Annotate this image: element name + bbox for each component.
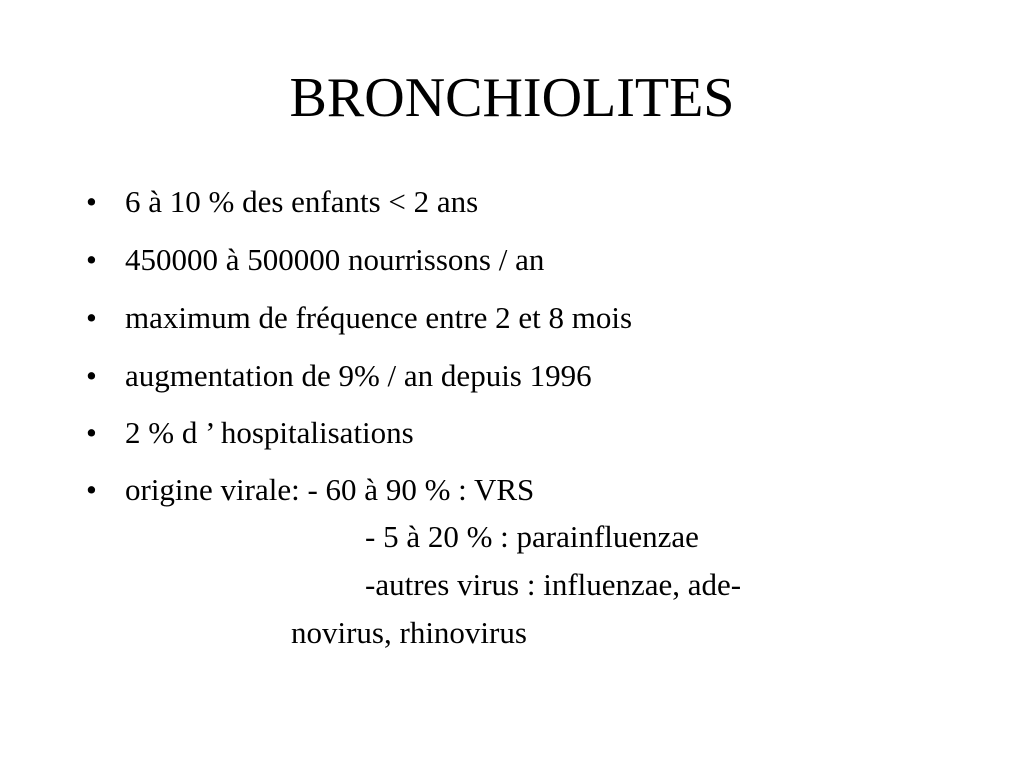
bullet-marker: • [86,300,97,335]
bullet-item: augmentation de 9% / an depuis 1996 [125,358,592,393]
bullet-item: origine virale: - 60 à 90 % : VRS [125,472,535,507]
bullet-marker: • [86,358,97,393]
bullet-continuation: - 5 à 20 % : parainfluenzae [365,519,699,554]
bullet-marker: • [86,242,97,277]
bullet-item: 2 % d ’ hospitalisations [125,415,414,450]
bullet-marker: • [86,415,97,450]
bullet-marker: • [86,472,97,507]
bullet-item: maximum de fréquence entre 2 et 8 mois [125,300,633,335]
bullet-continuation: novirus, rhinovirus [291,615,527,650]
bullet-item: 450000 à 500000 nourrissons / an [125,242,545,277]
bullet-marker: • [86,184,97,219]
bullet-item: 6 à 10 % des enfants < 2 ans [125,184,479,219]
bullet-continuation: -autres virus : influenzae, ade- [365,567,742,602]
slide-title: BRONCHIOLITES [289,67,735,129]
